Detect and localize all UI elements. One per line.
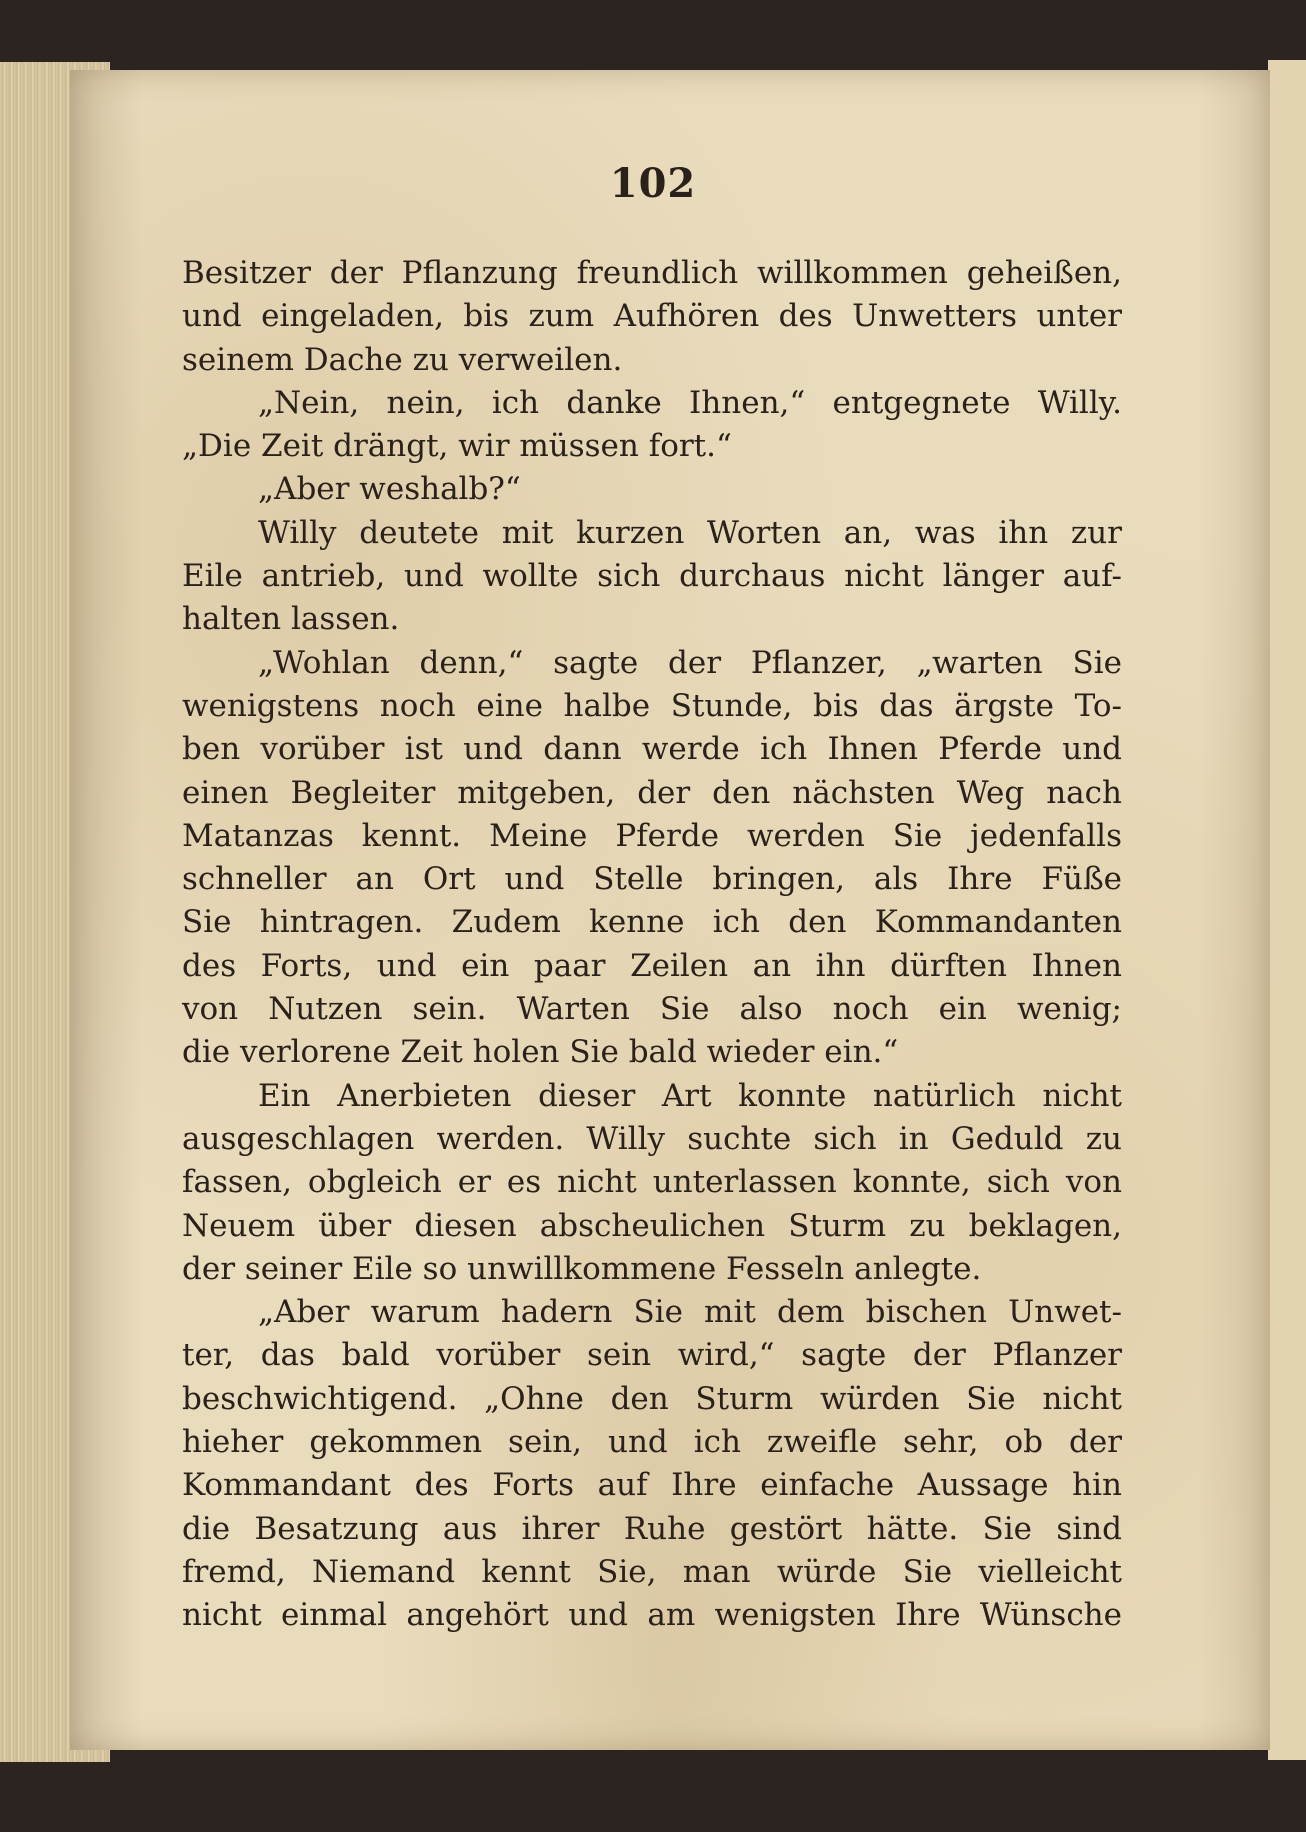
text-line: Ein Anerbieten dieser Art konnte natürlich nicht <box>258 1077 1122 1114</box>
text-line: Kommandant des Forts auf Ihre einfache Aussage hin <box>182 1467 1122 1504</box>
text-line: einen Begleiter mitgeben, der den nächsten Weg nach <box>182 774 1122 811</box>
text-line: „Die Zeit drängt, wir müssen fort.“ <box>182 428 732 465</box>
text-line: ben vorüber ist und dann werde ich Ihnen Pferde und <box>182 731 1122 768</box>
text-line: Willy deutete mit kurzen Worten an, was ihn zur <box>258 514 1122 551</box>
text-line: hieher gekommen sein, und ich zweifle sehr, ob der <box>182 1424 1122 1461</box>
text-line: fassen, obgleich er es nicht unterlassen konnte, sich von <box>182 1164 1122 1201</box>
text-line: von Nutzen sein. Warten Sie also noch ein wenig; <box>182 991 1122 1028</box>
text-line: „Aber warum hadern Sie mit dem bischen Unwet- <box>258 1294 1122 1331</box>
text-line: des Forts, und ein paar Zeilen an ihn dürften Ihnen <box>182 947 1122 984</box>
text-line: halten lassen. <box>182 601 400 638</box>
text-line: ausgeschlagen werden. Willy suchte sich in Geduld zu <box>182 1120 1122 1157</box>
text-line: „Nein, nein, ich danke Ihnen,“ entgegnete Willy. <box>258 384 1122 421</box>
text-line: Sie hintragen. Zudem kenne ich den Kommandanten <box>182 904 1122 941</box>
text-line: Besitzer der Pflanzung freundlich willkommen geheißen, <box>182 255 1122 291</box>
text-line: wenigstens noch eine halbe Stunde, bis das ärgste To- <box>182 687 1122 724</box>
text-line: Eile antrieb, und wollte sich durchaus nicht länger auf- <box>182 558 1122 595</box>
text-line: fremd, Niemand kennt Sie, man würde Sie vielleicht <box>182 1553 1122 1590</box>
text-line: beschwichtigend. „Ohne den Sturm würden Sie nicht <box>182 1380 1122 1417</box>
facing-page-edge <box>1268 60 1306 1760</box>
text-line: schneller an Ort und Stelle bringen, als Ihre Füße <box>182 861 1122 898</box>
text-line: „Wohlan denn,“ sagte der Pflanzer, „warten Sie <box>258 644 1122 681</box>
page-number: 102 <box>609 160 697 207</box>
text-line: ter, das bald vorüber sein wird,“ sagte der Pflanzer <box>182 1337 1122 1374</box>
text-line: „Aber weshalb?“ <box>258 471 521 508</box>
text-line: die verlorene Zeit holen Sie bald wieder ein.“ <box>182 1034 899 1071</box>
body-text <box>182 252 1122 1638</box>
text-line: und eingeladen, bis zum Aufhören des Unwetters unter <box>182 298 1122 335</box>
text-line: Neuem über diesen abscheulichen Sturm zu beklagen, <box>182 1207 1122 1244</box>
text-line: Matanzas kennt. Meine Pferde werden Sie jedenfalls <box>182 817 1122 854</box>
text-line: seinem Dache zu verweilen. <box>182 341 623 378</box>
text-line: der seiner Eile so unwillkommene Fesseln anlegte. <box>182 1250 982 1287</box>
text-line: nicht einmal angehört und am wenigsten Ihre Wünsche <box>182 1597 1122 1634</box>
text-line: die Besatzung aus ihrer Ruhe gestört hätte. Sie sind <box>182 1510 1122 1547</box>
